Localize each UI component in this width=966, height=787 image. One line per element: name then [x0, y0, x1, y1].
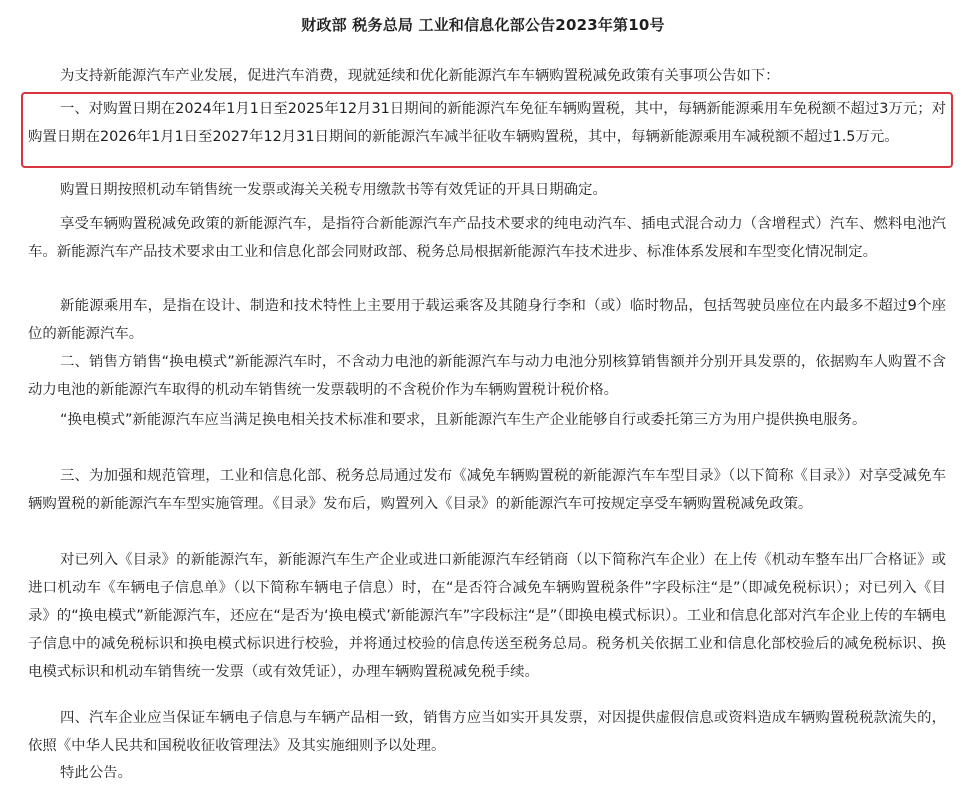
document-title: 财政部 税务总局 工业和信息化部公告2023年第10号: [301, 16, 665, 34]
article-three-paragraph: 三、为加强和规范管理，工业和信息化部、税务总局通过发布《减免车辆购置税的新能源汽车车型目录》（以下简称《目录》）对享受减免车辆购置税的新能源汽车车型实施管理。《目录》发布后，购置列入《目录》的新能源汽车可按规定享受车辆购置税减免政策。: [28, 468, 946, 512]
article-one-paragraph: 一、对购置日期在2024年1月1日至2025年12月31日期间的新能源汽车免征车辆购置税，其中，每辆新能源乘用车免税额不超过3万元；对购置日期在2026年1月1日至2027年12月31日期间的新能源汽车减半征收车辆购置税，其中，每辆新能源乘用车减税额不超过1.5万元。: [28, 101, 946, 145]
closing-paragraph: 特此公告。: [60, 765, 132, 781]
battery-swap-paragraph: “换电模式”新能源汽车应当满足换电相关技术标准和要求，且新能源汽车生产企业能够自行或委托第三方为用户提供换电服务。: [60, 412, 867, 428]
intro-paragraph: 为支持新能源汽车产业发展，促进汽车消费，现就延续和优化新能源汽车车辆购置税减免政策有关事项公告如下：: [60, 68, 780, 84]
passenger-car-definition-paragraph: 新能源乘用车，是指在设计、制造和技术特性上主要用于载运乘客及其随身行李和（或）临时物品，包括驾驶员座位在内最多不超过9个座位的新能源汽车。: [28, 298, 946, 342]
eligible-vehicles-paragraph: 享受车辆购置税减免政策的新能源汽车，是指符合新能源汽车产品技术要求的纯电动汽车、插电式混合动力（含增程式）汽车、燃料电池汽车。新能源汽车产品技术要求由工业和信息化部会同财政部、税务总局根据新能源汽车技术进步、标准体系发展和车型变化情况制定。: [28, 216, 946, 260]
purchase-date-paragraph: 购置日期按照机动车销售统一发票或海关关税专用缴款书等有效凭证的开具日期确定。: [60, 182, 607, 198]
article-two-paragraph: 二、销售方销售“换电模式”新能源汽车时，不含动力电池的新能源汽车与动力电池分别核算销售额并分别开具发票的，依据购车人购置不含动力电池的新能源汽车取得的机动车销售统一发票载明的不含税价作为车辆购置税计税价格。: [28, 354, 946, 398]
catalog-procedure-paragraph: 对已列入《目录》的新能源汽车，新能源汽车生产企业或进口新能源汽车经销商（以下简称汽车企业）在上传《机动车整车出厂合格证》或进口机动车《车辆电子信息单》（以下简称车辆电子信息）时，在“是否符合减免车辆购置税条件”字段标注“是”（即减免税标识）；对已列入《目录》的“换电模式”新能源汽车，还应在“是否为‘换电模式’新能源汽车”字段标注“是”（即换电模式标识）。工业和信息化部对汽车企业上传的车辆电子信息中的减免税标识和换电模式标识进行校验，并将通过校验的信息传送至税务总局。税务机关依据工业和信息化部校验后的减免税标识、换电模式标识和机动车销售统一发票（或有效凭证），办理车辆购置税减免税手续。: [28, 552, 946, 680]
article-four-paragraph: 四、汽车企业应当保证车辆电子信息与车辆产品相一致，销售方应当如实开具发票，对因提供虚假信息或资料造成车辆购置税税款流失的，依照《中华人民共和国税收征收管理法》及其实施细则予以处理。: [28, 710, 946, 754]
